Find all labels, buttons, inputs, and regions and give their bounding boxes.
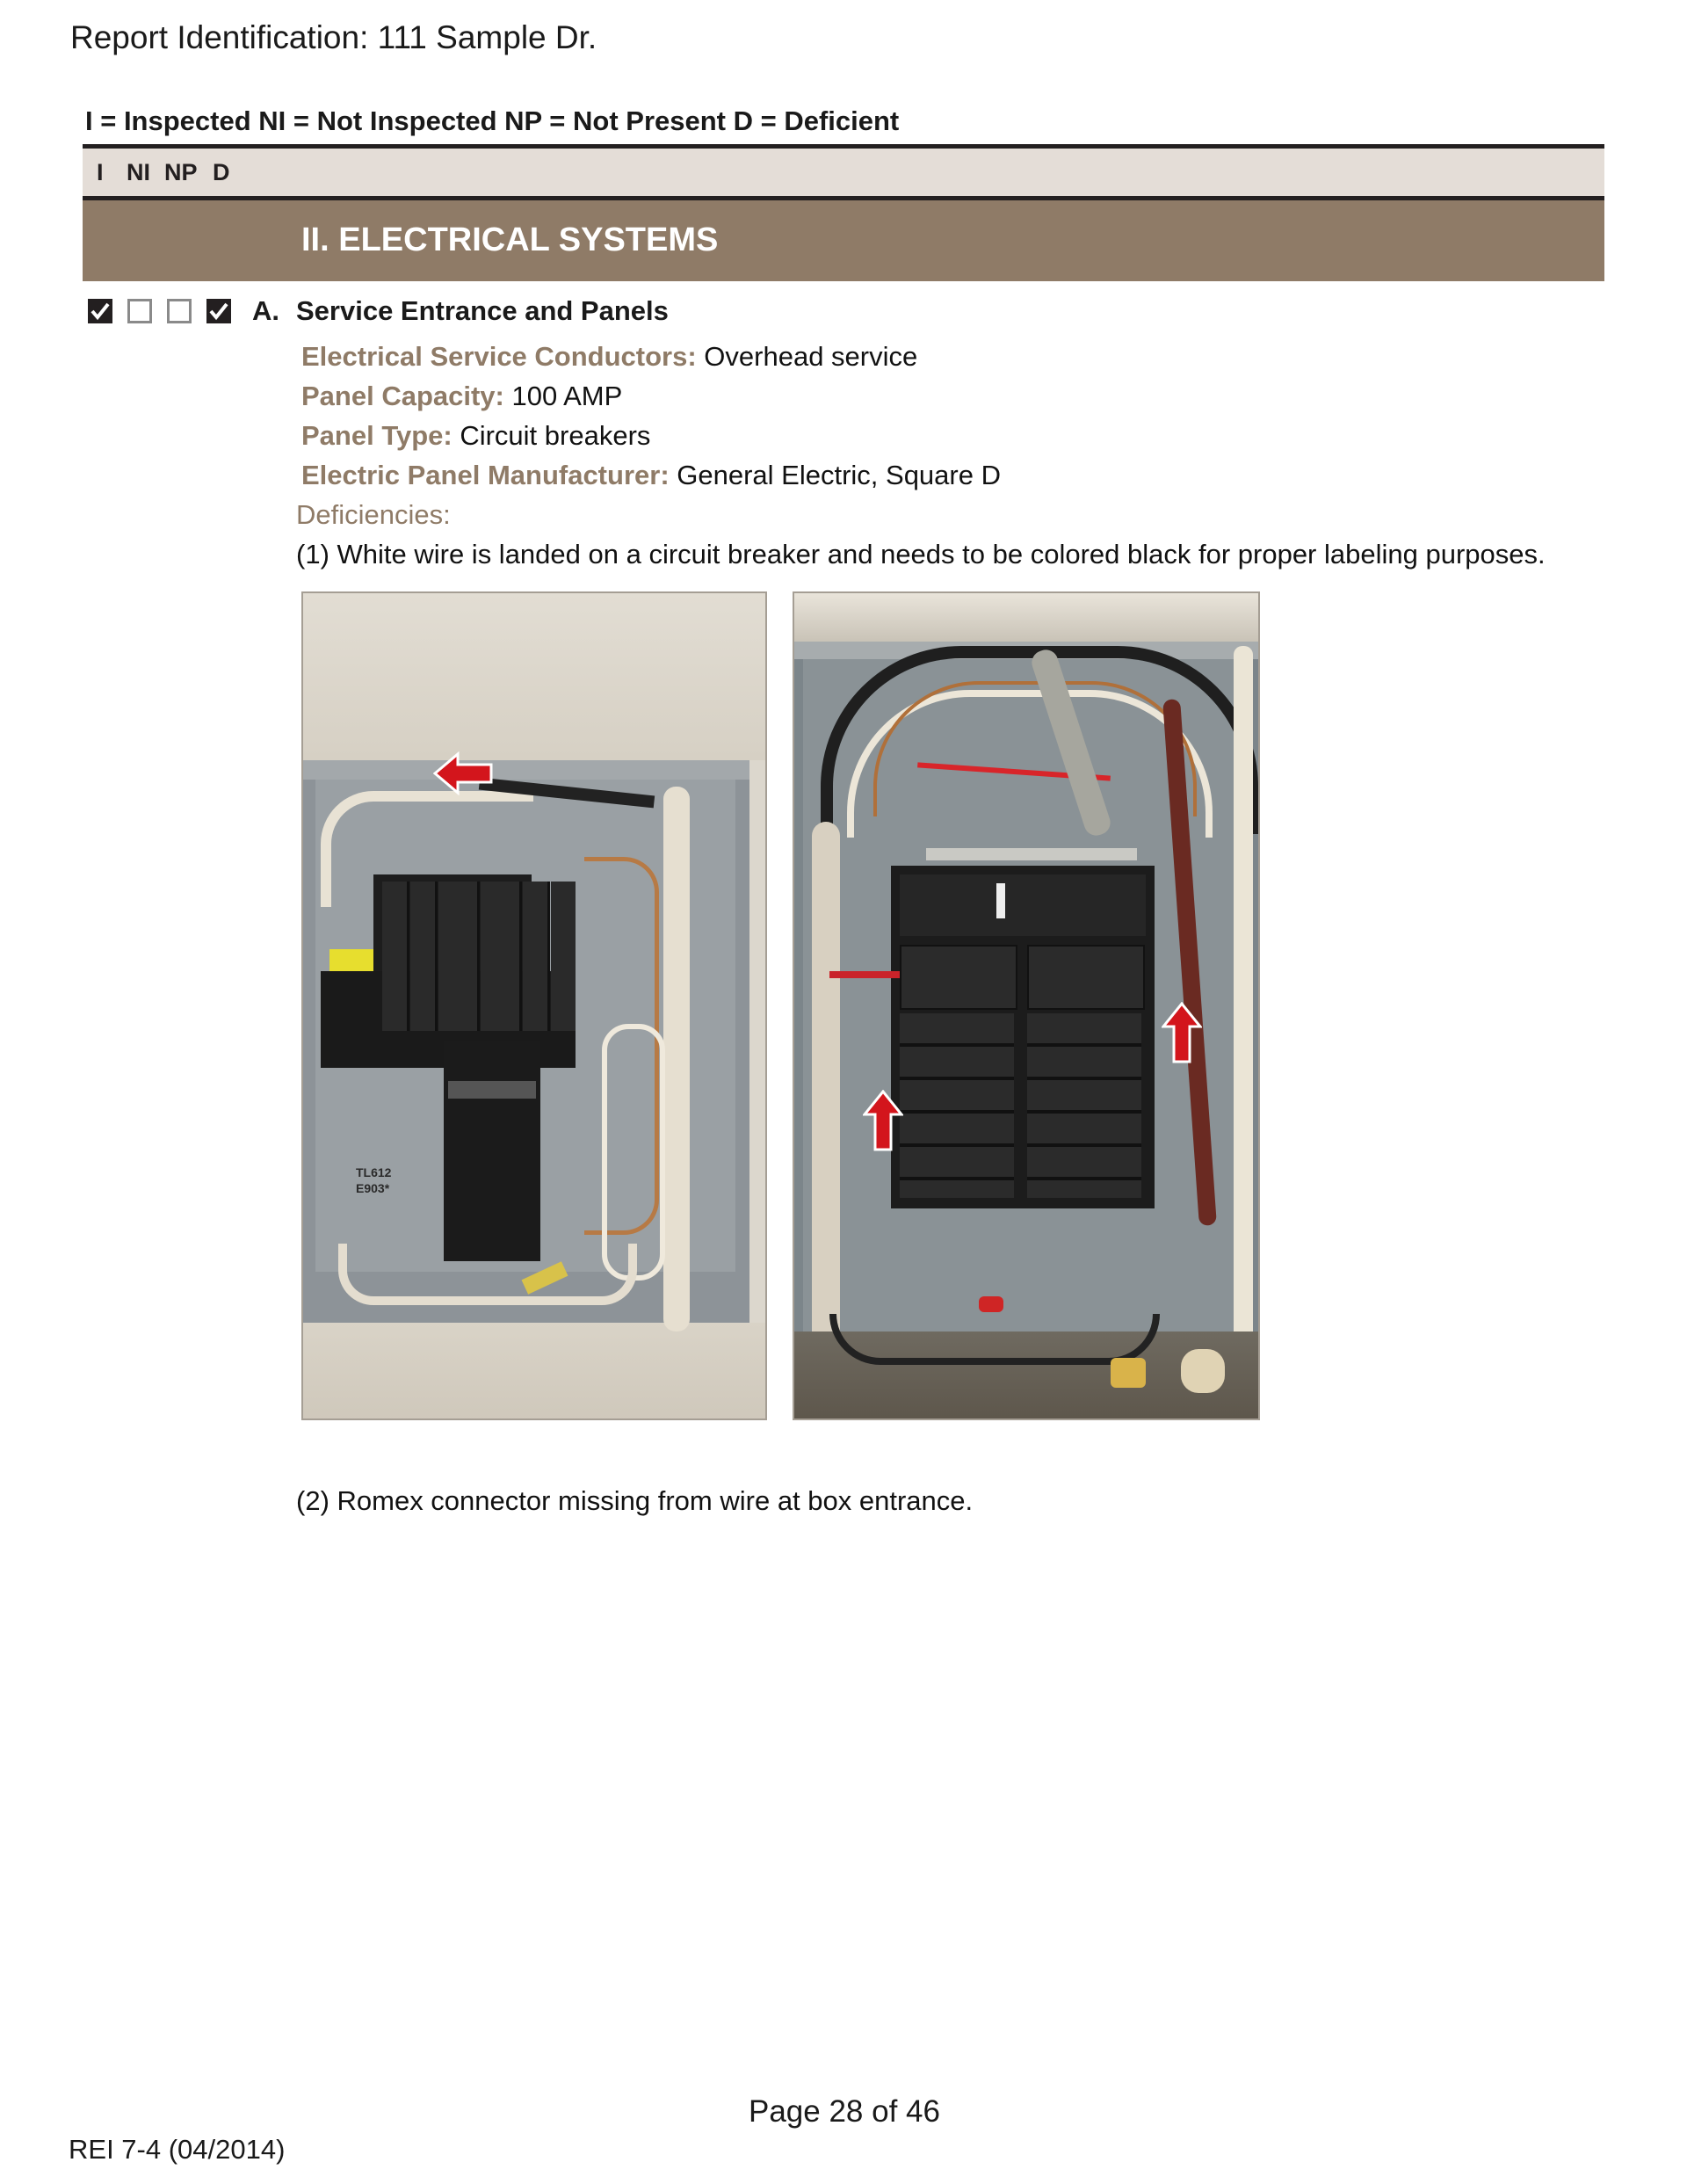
detail-value: 100 AMP: [511, 381, 623, 411]
column-i: I: [97, 159, 104, 185]
section-title: II. ELECTRICAL SYSTEMS: [301, 221, 719, 258]
detail-value: Overhead service: [704, 341, 918, 372]
detail-service-conductors: [301, 341, 917, 373]
column-np: NP: [164, 159, 198, 185]
deficiency-1: (1) White wire is landed on a circuit breaker and needs to be colored black for proper labeling purposes.: [296, 539, 1546, 570]
checkmark-icon: [208, 301, 229, 322]
detail-label: Electrical Service Conductors:: [301, 341, 697, 372]
detail-value: General Electric, Square D: [677, 460, 1001, 490]
deficiency-2: (2) Romex connector missing from wire at box entrance.: [296, 1485, 974, 1516]
deficiencies-heading: Deficiencies:: [296, 499, 451, 530]
column-d: D: [213, 159, 230, 185]
detail-label: Panel Capacity:: [301, 381, 504, 411]
form-id: REI 7-4 (04/2014): [69, 2134, 286, 2165]
checkbox-deficient[interactable]: [206, 299, 231, 323]
checkbox-not-present[interactable]: [167, 299, 192, 323]
legend-text: I = Inspected NI = Not Inspected NP = Not Present D = Deficient: [85, 105, 900, 136]
item-title: Service Entrance and Panels: [296, 295, 669, 326]
detail-panel-type: [301, 420, 650, 452]
column-ni: NI: [127, 159, 150, 185]
legend-column-band: [83, 149, 1604, 196]
photo-panel-square-d: [793, 591, 1260, 1420]
detail-panel-capacity: [301, 381, 622, 412]
checkmark-icon: [90, 301, 111, 322]
detail-panel-manufacturer: [301, 460, 1001, 491]
detail-label: Panel Type:: [301, 420, 453, 451]
red-arrow-up-icon: [863, 1090, 903, 1151]
page-number: Page 28 of 46: [749, 2094, 940, 2129]
photo-panel-ge: [301, 591, 767, 1420]
item-letter: A.: [252, 295, 279, 326]
detail-value: Circuit breakers: [460, 420, 651, 451]
checkbox-inspected[interactable]: [88, 299, 112, 323]
red-arrow-left-icon: [433, 751, 495, 795]
panel-label: TL612 E903*: [356, 1165, 392, 1195]
section-header: [83, 200, 1604, 281]
checkbox-not-inspected[interactable]: [127, 299, 152, 323]
detail-label: Electric Panel Manufacturer:: [301, 460, 670, 490]
report-identification: Report Identification: 111 Sample Dr.: [70, 19, 597, 55]
red-arrow-up-icon: [1162, 1002, 1202, 1063]
